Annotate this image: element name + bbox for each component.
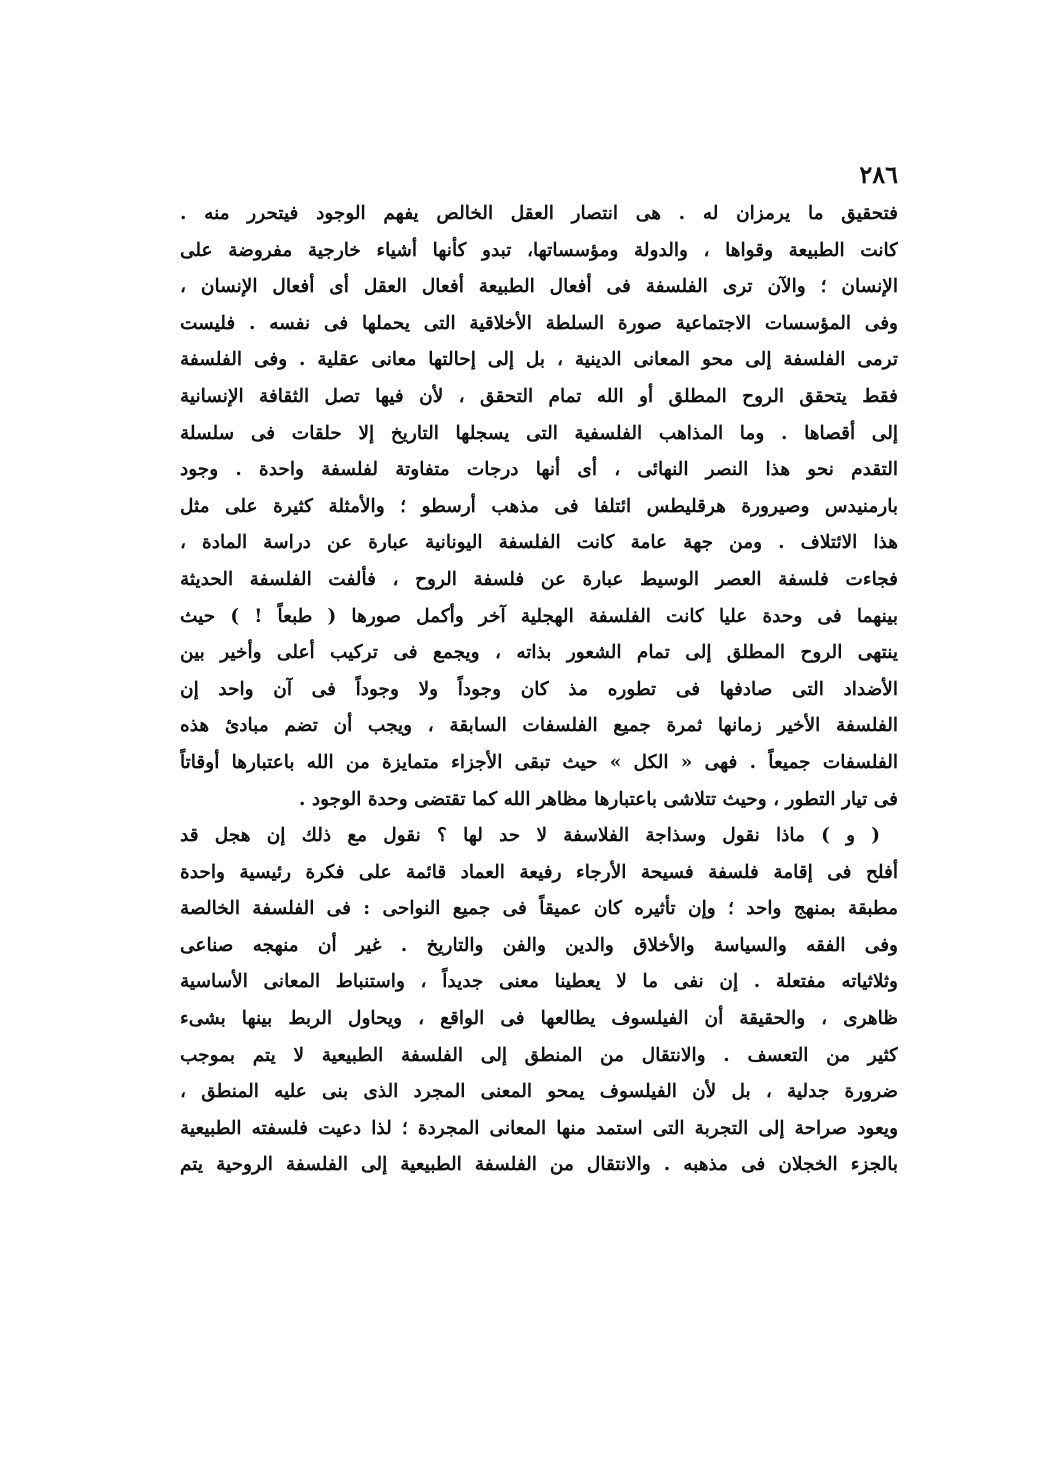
text-line: فى تيار التطور ، وحيث تتلاشى باعتبارها مظاهر الله كما تقتضى وحدة الوجود . (298, 788, 898, 810)
text-line: الفلسفة الأخير زمانها ثمرة جميع الفلسفات السابقة ، ويجب أن تضم مبادئ هذه (180, 715, 898, 737)
text-line: بارمنيدس وصيرورة هرقليطس ائتلفا فى مذهب أرسطو ؛ والأمثلة كثيرة على مثل (180, 495, 898, 517)
text-line: وفى المؤسسات الاجتماعية صورة السلطة الأخلاقية التى يحملها فى نفسه . فليست (180, 312, 898, 334)
body-text (180, 196, 898, 1184)
text-line: ضرورة جدلية ، بل لأن الفيلسوف يمحو المعنى المجرد الذى بنى عليه المنطق ، (180, 1081, 898, 1103)
text-line: فقط يتحقق الروح المطلق أو الله تمام التحقق ، لأن فيها تصل الثقافة الإنسانية (180, 385, 898, 407)
text-line: وثلاثياته مفتعلة . إن نفى ما لا يعطينا معنى جديداً ، واستنباط المعانى الأساسية (180, 971, 898, 993)
text-line: مطبقة بمنهج واحد ؛ وإن تأثيره كان عميقاً فى جميع النواحى : فى الفلسفة الخالصة (180, 898, 898, 920)
text-line: بالجزء الخجلان فى مذهبه . والانتقال من الفلسفة الطبيعية إلى الفلسفة الروحية يتم (180, 1154, 898, 1176)
text-line: أفلح فى إقامة فلسفة فسيحة الأرجاء رفيعة العماد قائمة على فكرة رئيسية واحدة (180, 861, 898, 883)
text-line: هذا الائتلاف . ومن جهة عامة كانت الفلسفة اليونانية عبارة عن دراسة المادة ، (180, 532, 898, 554)
text-line: ترمى الفلسفة إلى محو المعانى الدينية ، بل إلى إحالتها معانى عقلية . وفى الفلسفة (180, 349, 898, 371)
text-line: فجاءت فلسفة العصر الوسيط عبارة عن فلسفة الروح ، فألفت الفلسفة الحديثة (180, 568, 898, 590)
text-line: إلى أقصاها . وما المذاهب الفلسفية التى يسجلها التاريخ إلا حلقات فى سلسلة (180, 422, 898, 444)
text-line: كانت الطبيعة وقواها ، والدولة ومؤسساتها، تبدو كأنها أشياء خارجية مفروضة على (180, 239, 898, 261)
text-line: وفى الفقه والسياسة والأخلاق والدين والفن والتاريخ . غير أن منهجه صناعى (180, 934, 898, 956)
text-line: ظاهرى ، والحقيقة أن الفيلسوف يطالعها فى الواقع ، ويحاول الربط بينها بشىء (180, 1008, 898, 1030)
text-line: كثير من التعسف . والانتقال من المنطق إلى الفلسفة الطبيعية لا يتم بموجب (180, 1044, 898, 1066)
text-line: فتحقيق ما يرمزان له . هى انتصار العقل الخالص يفهم الوجود فيتحرر منه . (180, 203, 898, 224)
text-line: التقدم نحو هذا النصر النهائى ، أى أنها درجات متفاوتة لفلسفة واحدة . وجود (180, 459, 898, 481)
text-line: الفلسفات جميعاً . فهى « الكل » حيث تبقى الأجزاء متمايزة من الله باعتبارها أوقاتاً (180, 751, 898, 773)
text-line: الأضداد التى صادفها فى تطوره مذ كان وجوداً ولا وجوداً فى آن واحد إن (180, 678, 898, 700)
text-line: ( و ) ماذا نقول وسذاجة الفلاسفة لا حد لها ؟ نقول مع ذلك إن هجل قد (180, 825, 880, 847)
text-line: الإنسان ؛ والآن ترى الفلسفة فى أفعال الطبيعة أفعال العقل أى أفعال الإنسان ، (180, 276, 898, 298)
text-line: ويعود صراحة إلى التجربة التى استمد منها المعانى المجردة ؛ لذا دعيت فلسفته الطبيعية (180, 1117, 898, 1139)
page-number: ٢٨٦ (859, 160, 898, 189)
text-line: بينهما فى وحدة عليا كانت الفلسفة الهجلية آخر وأكمل صورها ( طبعاً ! ) حيث (180, 605, 898, 627)
text-line: ينتهى الروح المطلق إلى تمام الشعور بذاته ، ويجمع فى تركيب أعلى وأخير بين (180, 642, 898, 664)
